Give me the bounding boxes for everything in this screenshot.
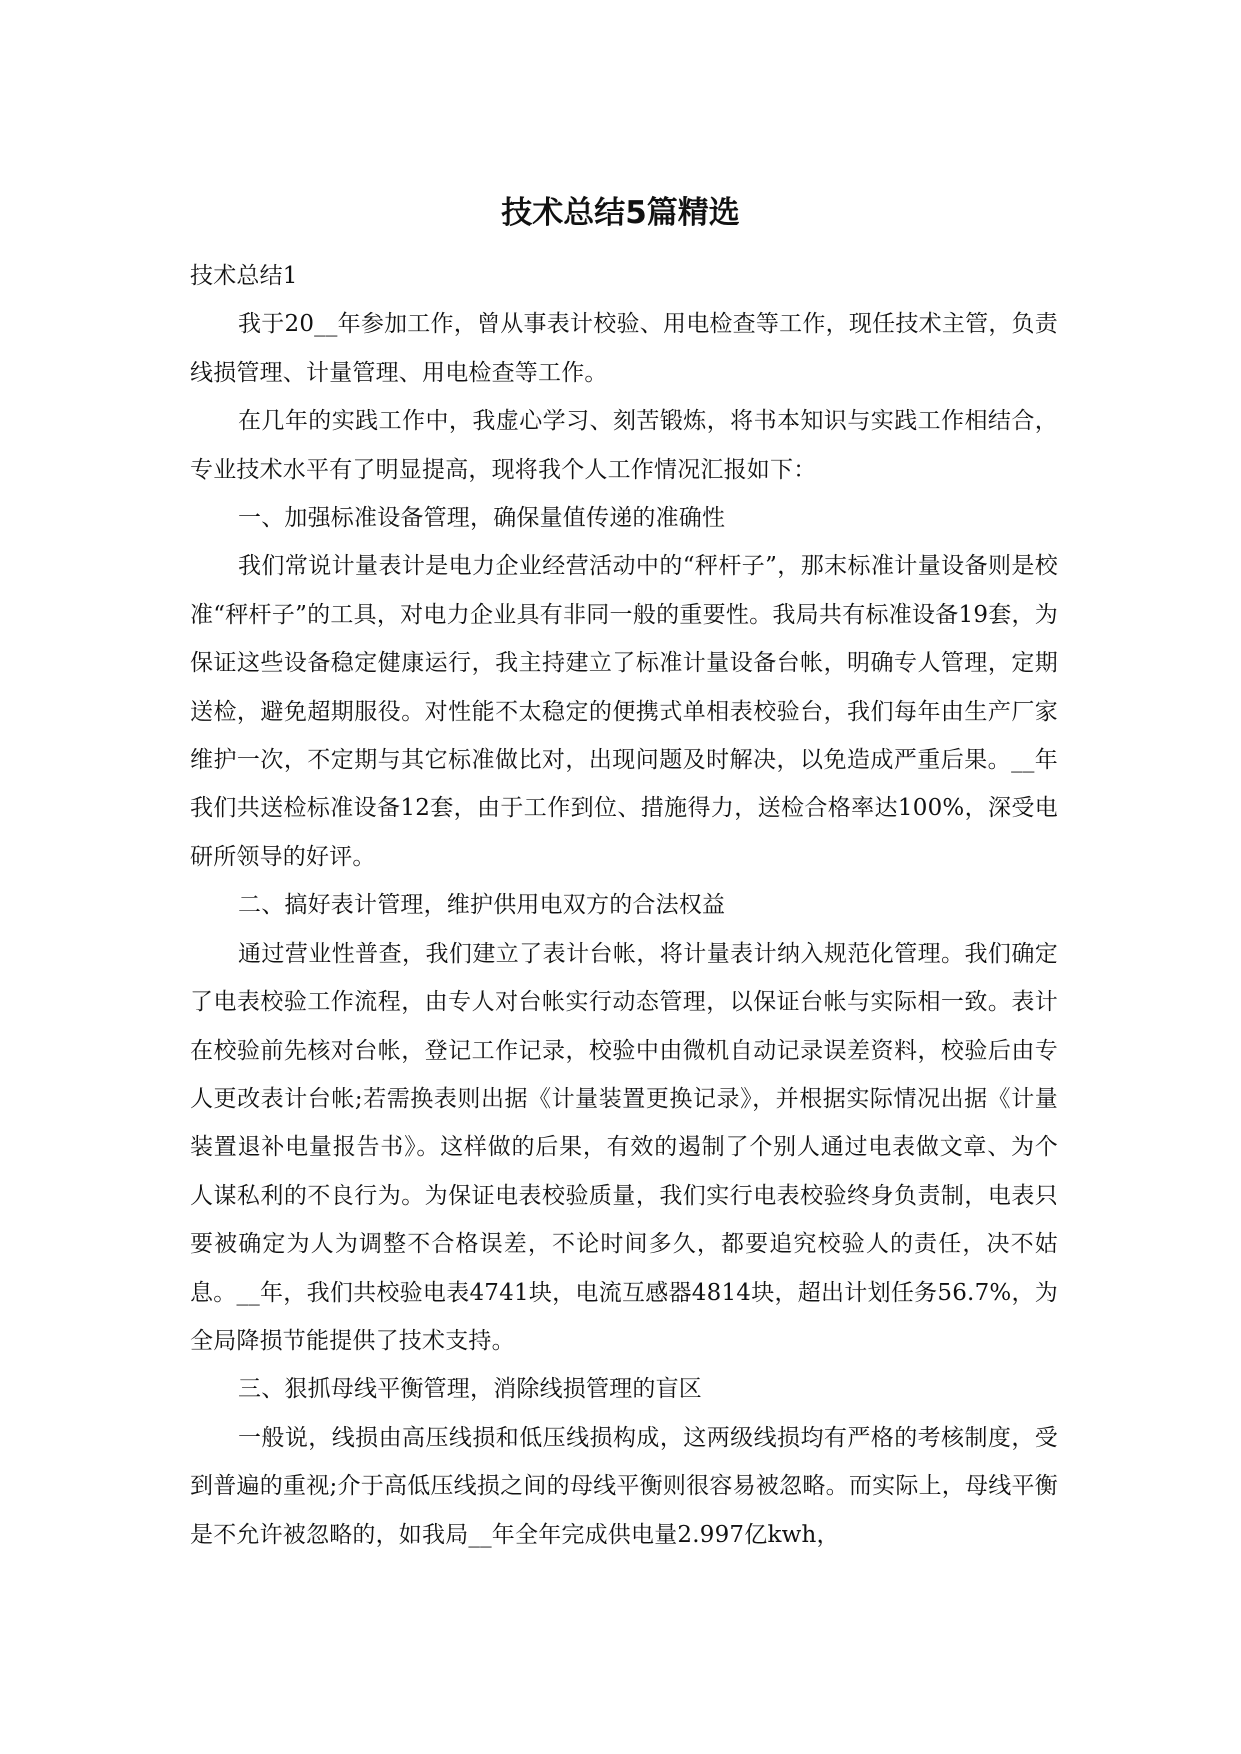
paragraph-intro: 我于20__年参加工作，曾从事表计校验、用电检查等工作，现任技术主管，负责线损管理、计量管理、用电检查等工作。 bbox=[190, 311, 1058, 386]
paragraph-meter-management: 通过营业性普查，我们建立了表计台帐，将计量表计纳入规范化管理。我们确定了电表校验工作流程，由专人对台帐实行动态管理，以保证台帐与实际相一致。表计在校验前先核对台帐，登记工作记录，校验中由微机自动记录误差资料，校验后由专人更改表计台帐;若需换表则出据《计量装置更换记录》，并根据实际情况出据《计量装置退补电量报告书》。这样做的后果，有效的遏制了个别人通过电表做文章、为个人谋私利的不良行为。为保证电表校验质量，我们实行电表校验终身负责制，电表只要被确定为人为调整不合格误差，不论时间多久，都要追究校验人的责任，决不姑息。__年，我们共校验电表4741块，电流互感器4814块，超出计划任务56.7%，为全局降损节能提供了技术支持。 bbox=[190, 940, 1058, 1354]
document-body bbox=[190, 252, 1058, 1559]
section-label: 技术总结1 bbox=[190, 263, 298, 289]
paragraph-busbar-balance: 一般说，线损由高压线损和低压线损构成，这两级线损均有严格的考核制度，受到普遍的重视;介于高低压线损之间的母线平衡则很容易被忽略。而实际上，母线平衡是不允许被忽略的，如我局__年全年完成供电量2.997亿kwh， bbox=[190, 1424, 1058, 1548]
heading-standard-equipment: 一、加强标准设备管理，确保量值传递的准确性 bbox=[238, 505, 726, 532]
paragraph-standard-equipment: 我们常说计量表计是电力企业经营活动中的“秤杆子”，那末标准计量设备则是校准“秤杆子”的工具，对电力企业具有非同一般的重要性。我局共有标准设备19套，为保证这些设备稳定健康运行，我主持建立了标准计量设备台帐，明确专人管理，定期送检，避免超期服役。对性能不太稳定的便携式单相表校验台，我们每年由生产厂家维护一次，不定期与其它标准做比对，出现问题及时解决，以免造成严重后果。__年我们共送检标准设备12套，由于工作到位、措施得力，送检合格率达100%，深受电研所领导的好评。 bbox=[190, 553, 1058, 870]
heading-meter-management: 二、搞好表计管理，维护供用电双方的合法权益 bbox=[238, 892, 726, 919]
document-title: 技术总结5篇精选 bbox=[501, 195, 740, 231]
paragraph-summary: 在几年的实践工作中，我虚心学习、刻苦锻炼，将书本知识与实践工作相结合，专业技术水平有了明显提高，现将我个人工作情况汇报如下： bbox=[190, 408, 1058, 483]
heading-busbar-balance: 三、狠抓母线平衡管理，消除线损管理的盲区 bbox=[238, 1376, 702, 1403]
